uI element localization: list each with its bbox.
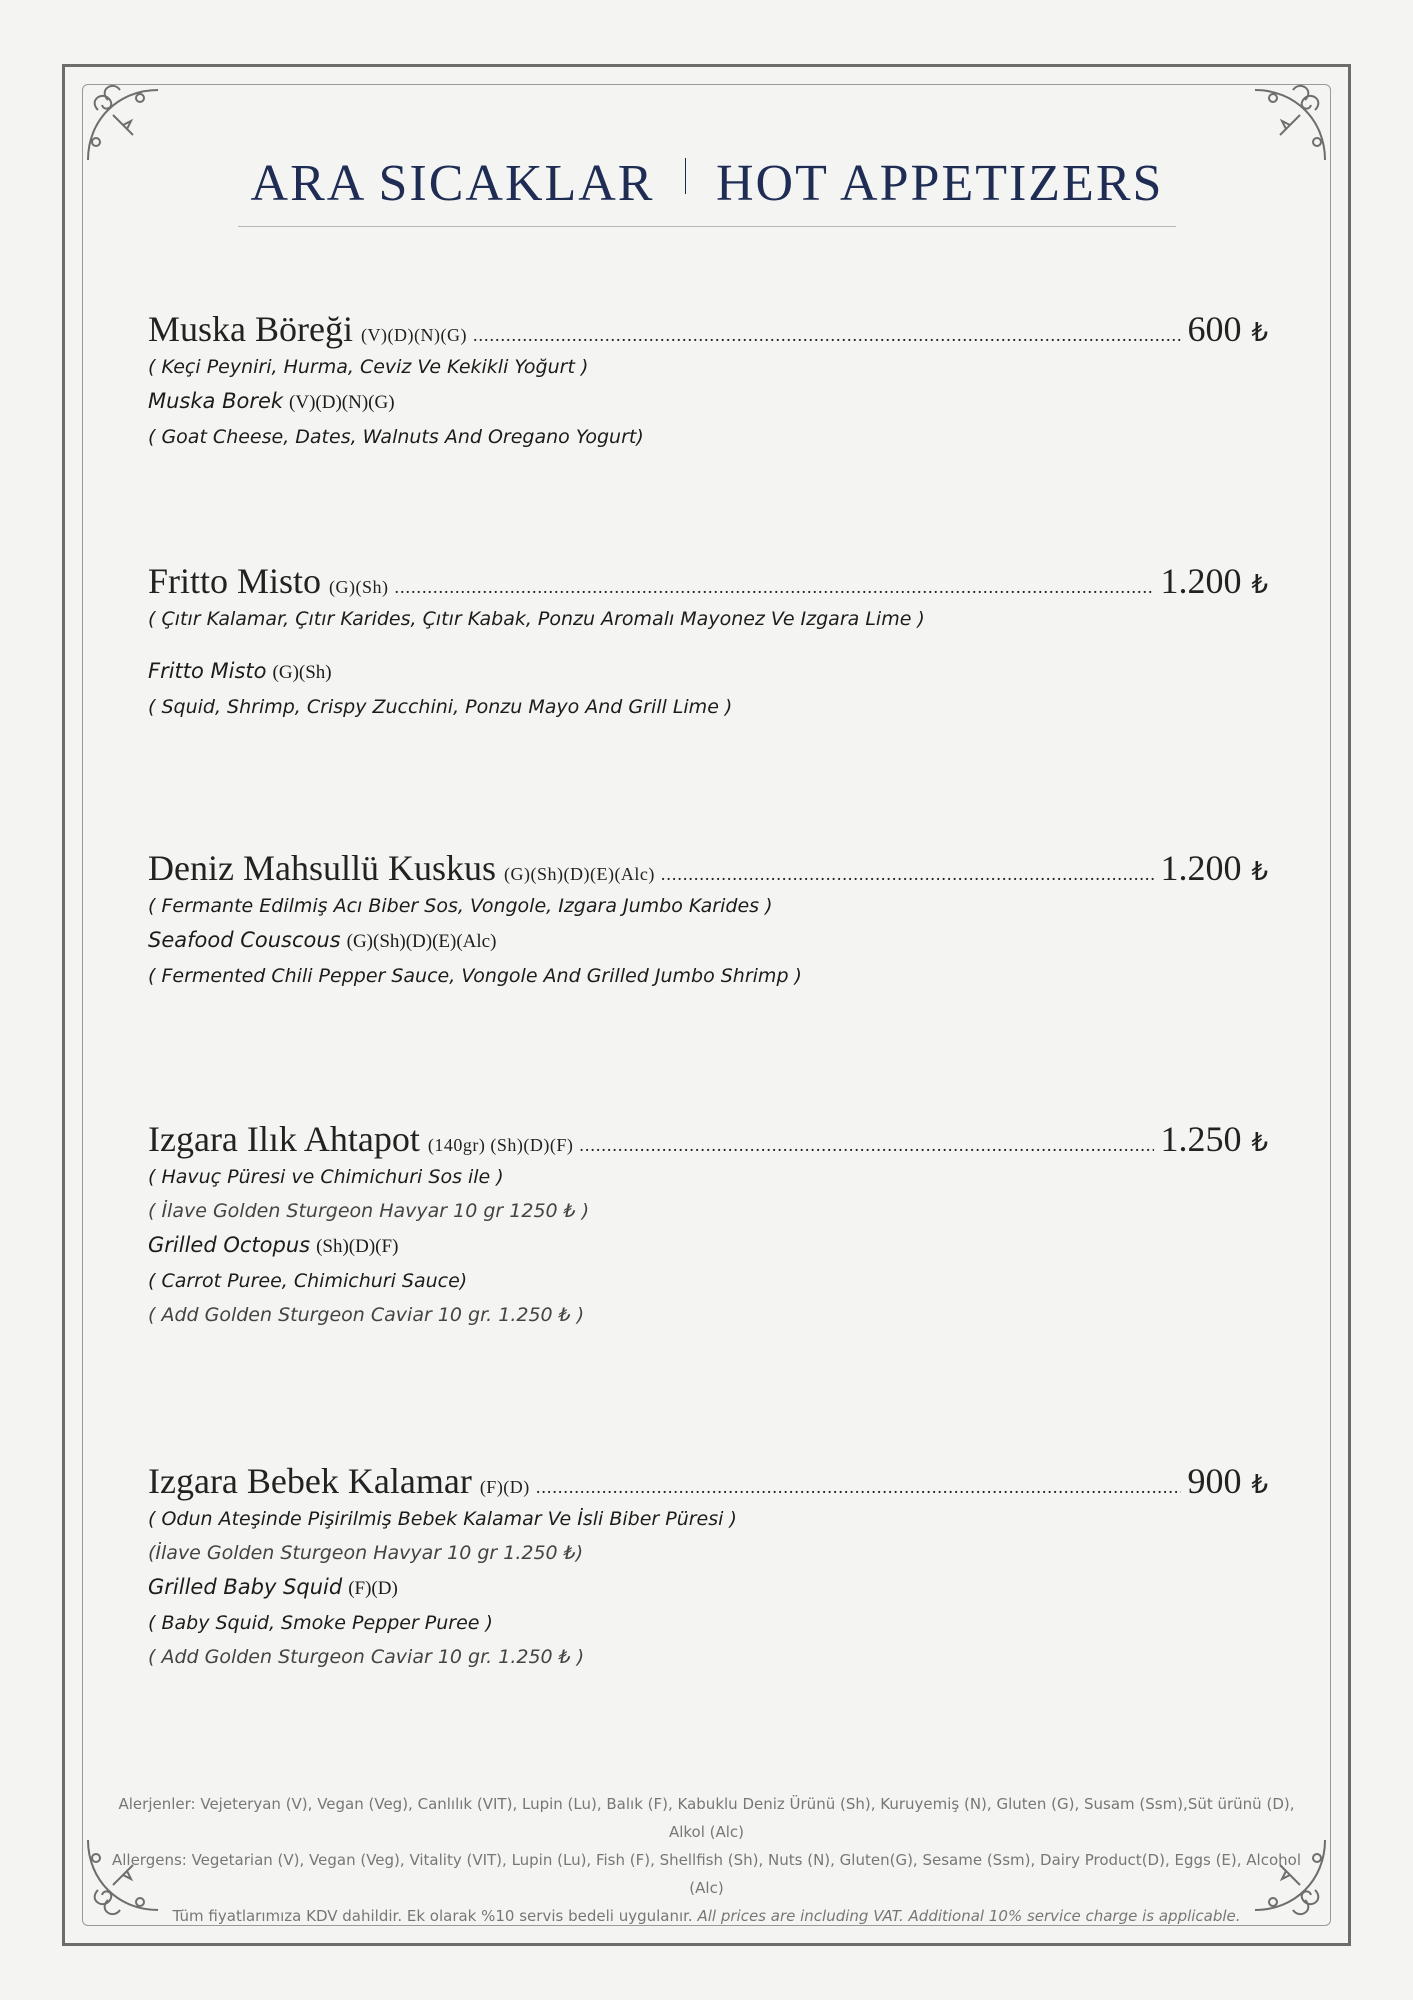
title-english: HOT APPETIZERS: [716, 155, 1164, 212]
item-description-en: ( Baby Squid, Smoke Pepper Puree ): [148, 1612, 493, 1634]
leader-dots: [661, 864, 1155, 885]
leader-dots: [536, 1477, 1182, 1498]
item-extra-tr: ( İlave Golden Sturgeon Havyar 10 gr 1250 ₺ ): [148, 1200, 590, 1222]
item-description-en: ( Carrot Puree, Chimichuri Sauce): [148, 1270, 468, 1292]
item-description-en: ( Fermented Chili Pepper Sauce, Vongole And Grilled Jumbo Shrimp ): [148, 965, 802, 987]
item-name: Deniz Mahsullü Kuskus: [148, 848, 496, 888]
currency-symbol: ₺: [1251, 1470, 1268, 1500]
item-name-en: Fritto Misto (G)(Sh): [148, 659, 332, 683]
item-allergens: (140gr) (Sh)(D)(F): [427, 1135, 574, 1155]
title-divider: [685, 158, 687, 194]
vat-note: Tüm fiyatlarımıza KDV dahildir. Ek olarak %10 servis bedeli uygulanır. All prices are including VAT. Additional 10% service charge is applicable.: [172, 1907, 1241, 1925]
item-description-tr: ( Çıtır Kalamar, Çıtır Karides, Çıtır Kabak, Ponzu Aromalı Mayonez Ve Izgara Lime ): [148, 608, 925, 630]
item-description-tr: ( Keçi Peyniri, Hurma, Ceviz Ve Kekikli Yoğurt ): [148, 356, 589, 378]
item-name: Fritto Misto: [148, 561, 322, 601]
menu-item: [148, 560, 1268, 724]
item-name-en: Seafood Couscous (G)(Sh)(D)(E)(Alc): [148, 928, 497, 952]
item-name-en: Grilled Baby Squid (F)(D): [148, 1575, 398, 1599]
item-price: 1.250: [1160, 1119, 1242, 1159]
footer: [100, 1790, 1313, 1930]
item-price: 1.200: [1160, 561, 1242, 601]
leader-dots: [395, 577, 1155, 598]
currency-symbol: ₺: [1251, 857, 1268, 887]
corner-ornament-icon: [78, 80, 168, 170]
item-name: Muska Böreği: [148, 309, 353, 349]
menu-item: [148, 1118, 1268, 1332]
item-name: Izgara Bebek Kalamar: [148, 1461, 472, 1501]
item-name: Izgara Ilık Ahtapot: [148, 1119, 420, 1159]
item-price: 900: [1187, 1461, 1242, 1501]
allergens-legend-tr: Alerjenler: Vejeteryan (V), Vegan (Veg), Canlılık (VIT), Lupin (Lu), Balık (F), Kabuklu Deniz Ürünü (Sh), Kuruyemiş (N), Gluten (G), Susam (Ssm),Süt ürünü (D), Alkol (Alc): [118, 1795, 1295, 1841]
currency-symbol: ₺: [1251, 570, 1268, 600]
item-description-tr: ( Odun Ateşinde Pişirilmiş Bebek Kalamar Ve İsli Biber Püresi ): [148, 1508, 737, 1530]
currency-symbol: ₺: [1251, 1128, 1268, 1158]
leader-dots: [473, 325, 1182, 346]
allergens-legend-en: Allergens: Vegetarian (V), Vegan (Veg), Vitality (VIT), Lupin (Lu), Fish (F), Shellfish (Sh), Nuts (N), Gluten(G), Sesame (Ssm), Dairy Product(D), Eggs (E), Alcohol (Alc): [111, 1851, 1302, 1897]
item-allergens: (G)(Sh)(D)(E)(Alc): [503, 864, 655, 884]
item-name-en: Grilled Octopus (Sh)(D)(F): [148, 1233, 399, 1257]
currency-symbol: ₺: [1251, 318, 1268, 348]
item-extra-en: ( Add Golden Sturgeon Caviar 10 gr. 1.250 ₺ ): [148, 1304, 585, 1326]
title-turkish: ARA SICAKLAR: [250, 155, 655, 212]
item-description-en: ( Goat Cheese, Dates, Walnuts And Oregano Yogurt): [148, 426, 644, 448]
item-price: 1.200: [1160, 848, 1242, 888]
item-description-en: ( Squid, Shrimp, Crispy Zucchini, Ponzu Mayo And Grill Lime ): [148, 696, 733, 718]
item-price: 600: [1187, 309, 1242, 349]
leader-dots: [579, 1135, 1154, 1156]
item-name-en: Muska Borek (V)(D)(N)(G): [148, 389, 395, 413]
item-allergens: (G)(Sh): [329, 577, 389, 597]
item-allergens: (F)(D): [479, 1477, 530, 1497]
item-description-tr: ( Fermante Edilmiş Acı Biber Sos, Vongole, Izgara Jumbo Karides ): [148, 895, 773, 917]
page-title: [238, 148, 1176, 227]
item-description-tr: ( Havuç Püresi ve Chimichuri Sos ile ): [148, 1166, 504, 1188]
menu-item: [148, 308, 1268, 454]
item-extra-en: ( Add Golden Sturgeon Caviar 10 gr. 1.250 ₺ ): [148, 1646, 585, 1668]
item-allergens: (V)(D)(N)(G): [360, 325, 467, 345]
item-extra-tr: (İlave Golden Sturgeon Havyar 10 gr 1.250 ₺): [148, 1542, 584, 1564]
menu-item: [148, 847, 1268, 993]
menu-item: [148, 1460, 1268, 1674]
corner-ornament-icon: [1245, 80, 1335, 170]
